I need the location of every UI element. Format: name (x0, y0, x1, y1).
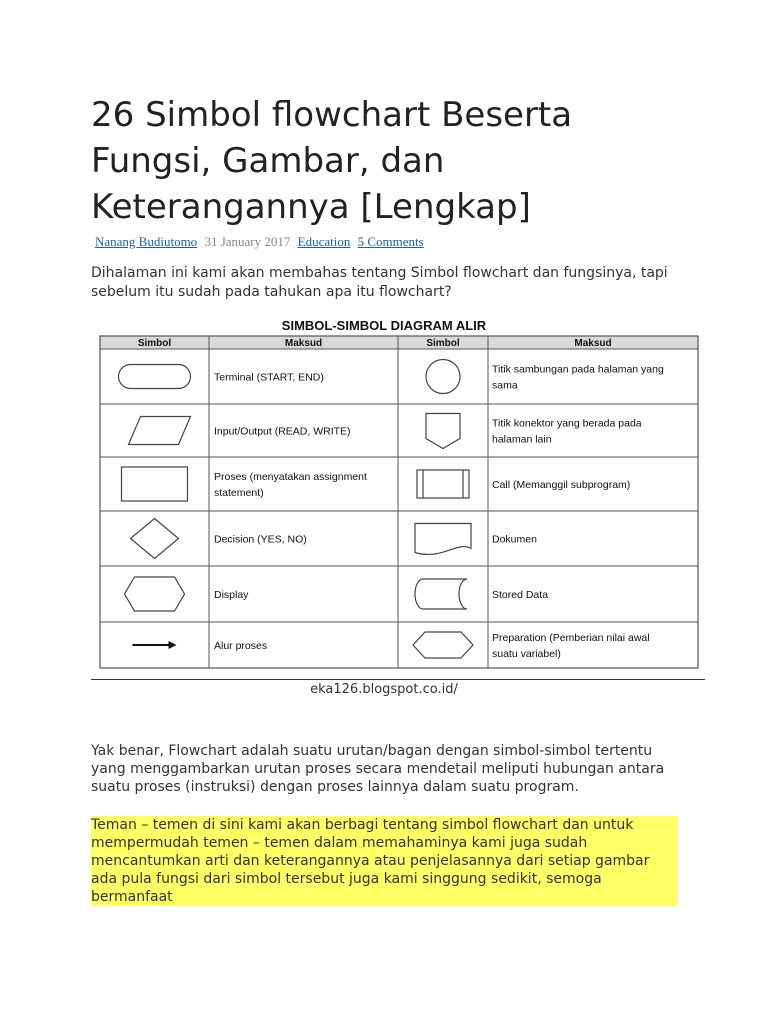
intro-paragraph: Dihalaman ini kami akan membahas tentang Simbol flowchart dan fungsinya, tapi sebelum itu sudah pada tahukan apa itu flowchart? (91, 265, 668, 300)
author-link[interactable]: Nanang Budiutomo (95, 234, 198, 249)
table-header-cell: Maksud (284, 338, 323, 349)
table-cell-text: halaman lain (492, 433, 552, 446)
off-page-connector-symbol (426, 414, 460, 449)
table-cell-text: suatu variabel) (492, 648, 561, 660)
table-cell-text: Titik konektor yang berada pada (492, 417, 642, 430)
arrowhead-icon (169, 641, 177, 649)
table-cell-text: Titik sambungan pada halaman yang (492, 363, 664, 376)
display-symbol (125, 577, 185, 611)
table-cell-text: Input/Output (READ, WRITE) (214, 425, 351, 438)
page-title: 26 Simbol flowchart Beserta Fungsi, Gambar, dan Keterangannya [Lengkap] (91, 95, 573, 227)
stored-data-symbol (415, 579, 467, 609)
post-date: 31 January 2017 (204, 234, 291, 249)
table-cell-text: Alur proses (214, 640, 268, 652)
table-header-cell: Simbol (137, 338, 172, 349)
table-cell-text: Terminal (START, END) (214, 371, 324, 384)
table-cell-text: Proses (menyatakan assignment (214, 471, 367, 483)
post-meta (95, 234, 428, 250)
category-link[interactable]: Education (297, 234, 351, 249)
table-header-cell: Maksud (574, 338, 612, 349)
table-cell-text: sama (492, 379, 518, 392)
symbols-table (100, 336, 698, 668)
terminal-symbol (119, 365, 191, 389)
input-output-symbol (129, 417, 191, 445)
flowchart-symbols-figure (98, 316, 700, 670)
table-cell-text: Dokumen (492, 533, 537, 546)
table-cell-text: Decision (YES, NO) (214, 533, 307, 546)
table-header-cell: Simbol (426, 338, 460, 349)
body-paragraph: Yak benar, Flowchart adalah suatu urutan/bagan dengan simbol-simbol tertentu yang menggambarkan urutan proses secara mendetail meliputi hubungan antara suatu proses (instruksi) dengan proses lainnya dalam suatu program. (91, 743, 665, 795)
predefined-process-symbol (417, 470, 469, 498)
table-cell-text: Stored Data (492, 589, 549, 601)
table-cell-text: Display (214, 589, 249, 601)
decision-symbol (131, 519, 179, 559)
caption-divider (91, 679, 705, 680)
table-cell-text: statement) (214, 487, 264, 499)
process-symbol (122, 467, 188, 501)
table-cell-text: Preparation (Pemberian nilai awal (492, 632, 650, 644)
table-title: SIMBOL-SIMBOL DIAGRAM ALIR (281, 318, 487, 333)
document-symbol (415, 524, 471, 555)
figure-caption: eka126.blogspot.co.id/ (310, 682, 458, 697)
highlighted-paragraph: Teman – temen di sini kami akan berbagi tentang simbol flowchart dan untuk mempermudah temen – temen dalam memahaminya kami juga sudah mencantumkan arti dan keterangannya atau penjelasannya dari setiap gambar ada pula fungsi dari simbol tersebut juga kami singgung sedikit, semoga bermanfaat (91, 816, 678, 906)
comments-link[interactable]: 5 Comments (357, 234, 424, 249)
preparation-symbol (413, 632, 473, 658)
table-cell-text: Call (Memanggil subprogram) (492, 479, 631, 491)
on-page-connector-symbol (426, 360, 460, 394)
